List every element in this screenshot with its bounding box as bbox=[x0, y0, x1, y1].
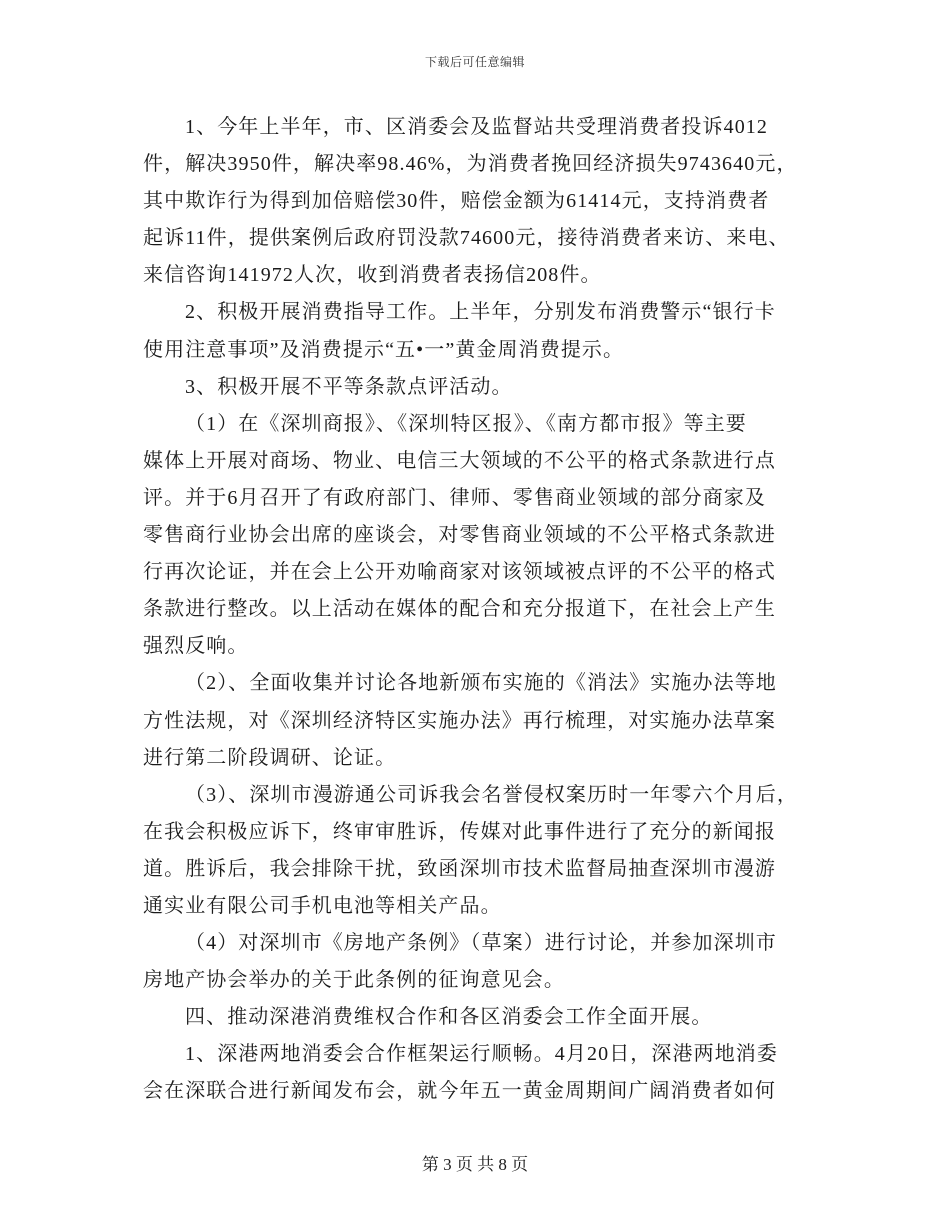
paragraph bbox=[143, 665, 823, 776]
text-line: 3、积极开展不平等条款点评活动。 bbox=[185, 375, 513, 398]
text-line: 2、积极开展消费指导工作。上半年，分别发布消费警示“银行卡 bbox=[185, 301, 776, 324]
paragraph bbox=[143, 294, 823, 368]
page-header-note: 下载后可任意编辑 bbox=[424, 55, 525, 69]
text-line: 道。胜诉后，我会排除干扰，致函深圳市技术监督局抽查深圳市漫游 bbox=[143, 857, 776, 880]
paragraph bbox=[143, 999, 823, 1036]
text-line: 在我会积极应诉下，终审审胜诉，传媒对此事件进行了充分的新闻报 bbox=[143, 820, 776, 843]
paragraph bbox=[143, 1036, 823, 1110]
text-line: （1）在《深圳商报》、《深圳特区报》、《南方都市报》等主要 bbox=[185, 412, 747, 435]
text-line: 会在深联合进行新闻发布会，就今年五一黄金周期间广阔消费者如何 bbox=[143, 1080, 776, 1103]
text-line: 1、今年上半年，市、区消委会及监督站共受理消费者投诉4012 bbox=[185, 116, 768, 138]
paragraph bbox=[143, 777, 823, 925]
text-line: 进行第二阶段调研、论证。 bbox=[143, 746, 397, 769]
document-body bbox=[143, 109, 823, 1111]
text-line: （4）对深圳市《房地产条例》（草案）进行讨论，并参加深圳市 bbox=[185, 932, 777, 955]
text-line: 其中欺诈行为得到加倍赔偿30件，赔偿金额为61414元，支持消费者 bbox=[143, 190, 770, 213]
text-line: 起诉11件，提供案例后政府罚没款74600元，接待消费者来访、来电、 bbox=[143, 227, 790, 250]
text-line: 媒体上开展对商场、物业、电信三大领域的不公平的格式条款进行点 bbox=[143, 449, 776, 472]
text-line: （2）、全面收集并讨论各地新颁布实施的《消法》实施办法等地 bbox=[185, 672, 777, 695]
text-line: 强烈反响。 bbox=[143, 635, 249, 658]
paragraph bbox=[143, 925, 823, 999]
text-line: 来信咨询141972人次，收到消费者表扬信208件。 bbox=[143, 264, 602, 287]
paragraph bbox=[143, 369, 823, 406]
text-line: 零售商行业协会出席的座谈会，对零售商业领域的不公平格式条款进 bbox=[143, 524, 776, 547]
text-line: 评。并于6月召开了有政府部门、律师、零售商业领域的部分商家及 bbox=[143, 486, 766, 509]
section-heading: 四、推动深港消费维权合作和各区消委会工作全面开展。 bbox=[185, 1006, 713, 1029]
text-line: 件，解决3950件，解决率98.46%，为消费者挽回经济损失9743640元， bbox=[143, 153, 798, 176]
text-line: 房地产协会举办的关于此条例的征询意见会。 bbox=[143, 969, 565, 992]
text-line: 使用注意事项”及消费提示“五•一”黄金周消费提示。 bbox=[143, 338, 625, 361]
text-line: 通实业有限公司手机电池等相关产品。 bbox=[143, 894, 502, 917]
paragraph bbox=[143, 109, 823, 294]
text-line: 1、深港两地消委会合作框架运行顺畅。4月20日，深港两地消委 bbox=[185, 1043, 778, 1066]
text-line: 方性法规，对《深圳经济特区实施办法》再行梳理，对实施办法草案 bbox=[143, 709, 776, 732]
text-line: （3）、深圳市漫游通公司诉我会名誉侵权案历时一年零六个月后， bbox=[185, 783, 798, 806]
page-number-footer: 第 3 页 共 8 页 bbox=[421, 1155, 529, 1174]
text-line: 条款进行整改。以上活动在媒体的配合和充分报道下，在社会上产生 bbox=[143, 598, 776, 621]
text-line: 行再次论证，并在会上公开劝喻商家对该领域被点评的不公平的格式 bbox=[143, 561, 776, 584]
paragraph bbox=[143, 406, 823, 666]
